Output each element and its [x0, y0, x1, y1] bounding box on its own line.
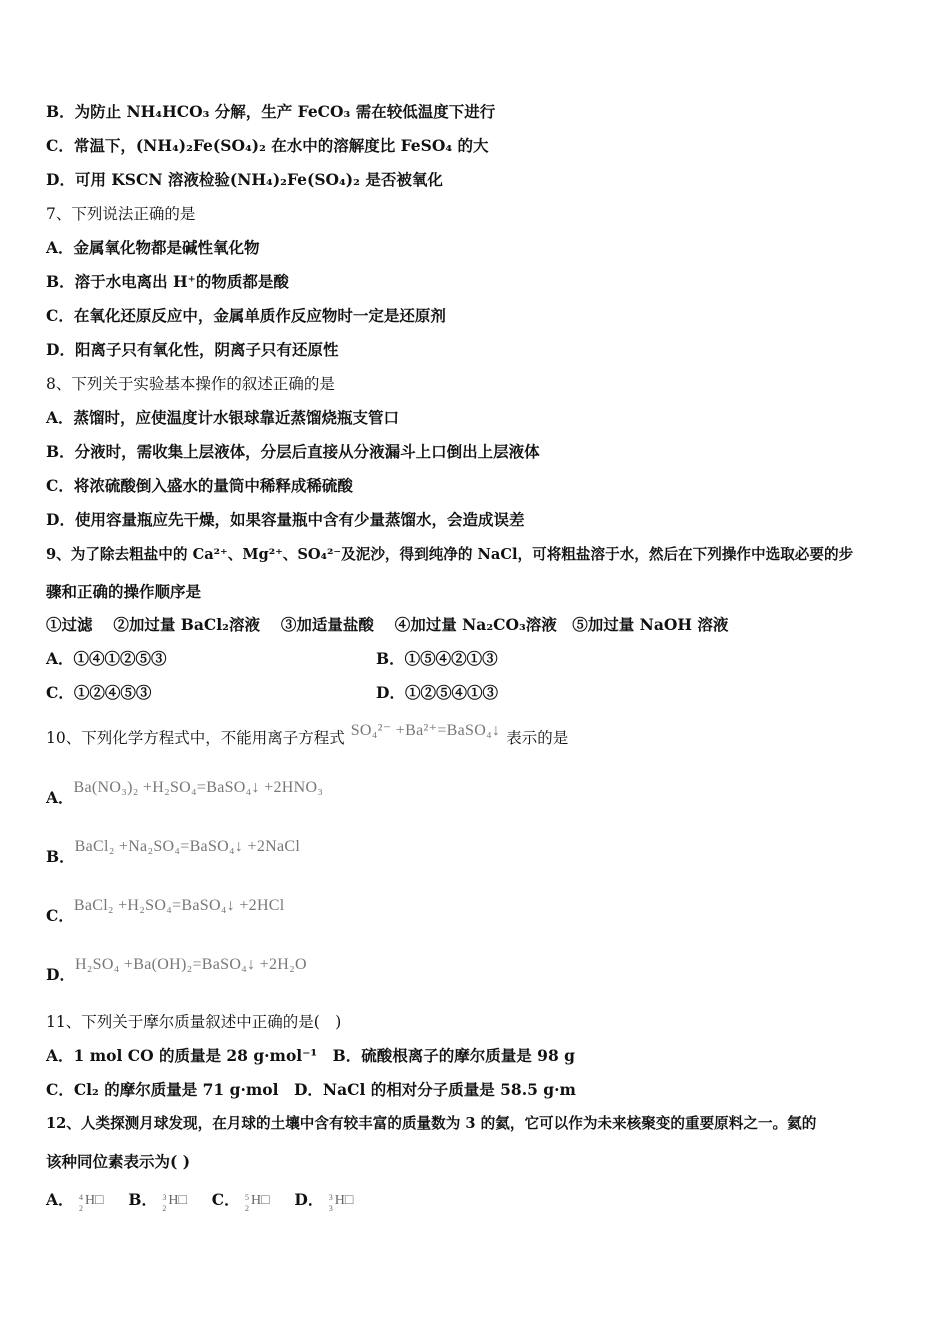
q10-ionic-equation: SO₄²⁻ +Ba²⁺=BaSO₄↓: [350, 722, 501, 739]
q7-option-d: D．阳离子只有氧化性，阴离子只有还原性: [46, 340, 339, 359]
q6-option-b: B．为防止 NH₄HCO₃ 分解，生产 FeCO₃ 需在较低温度下进行: [46, 102, 496, 121]
isotope-mass: 5: [245, 1193, 250, 1202]
q10-option-d: [46, 956, 307, 986]
q12-label-d: D．: [294, 1190, 324, 1209]
q12-label-b: B．: [128, 1190, 157, 1209]
q10-equation-d: H₂SO₄ +Ba(OH)₂=BaSO₄↓ +2H₂O: [74, 956, 307, 973]
q7-option-c: C．在氧化还原反应中，金属单质作反应物时一定是还原剂: [46, 306, 446, 325]
q7-option-b: B．溶于水电离出 H⁺的物质都是酸: [46, 272, 289, 291]
q12-options: [46, 1190, 363, 1212]
isotope-mass: 3: [162, 1193, 167, 1202]
q10-label-d: D．: [46, 965, 75, 984]
isotope-symbol: H□: [334, 1193, 354, 1208]
isotope-number: 2: [245, 1204, 250, 1213]
q7-stem: 7、下列说法正确的是: [46, 205, 196, 223]
q6-option-d: D．可用 KSCN 溶液检验(NH₄)₂Fe(SO₄)₂ 是否被氧化: [46, 170, 443, 189]
q10-equation-c: BaCl₂ +H₂SO₄=BaSO₄↓ +2HCl: [73, 897, 285, 914]
q10-label-c: C．: [46, 906, 74, 925]
q11-options-ab: A．1 mol CO 的质量是 28 g·mol⁻¹ B．硫酸根离子的摩尔质量是 98 g: [46, 1046, 575, 1065]
q7-option-a: A．金属氧化物都是碱性氧化物: [46, 238, 260, 257]
q10-stem-post: 表示的是: [506, 729, 569, 747]
q10-option-c: [46, 897, 285, 927]
q9-option-b: B．①⑤④②①③: [376, 649, 498, 668]
q9-stem-line1: 9、为了除去粗盐中的 Ca²⁺、Mg²⁺、SO₄²⁻及泥沙，得到纯净的 NaCl，可将粗盐溶于水，然后在下列操作中选取必要的步: [46, 546, 854, 563]
isotope-number: 2: [78, 1204, 83, 1213]
q8-option-d: D．使用容量瓶应先干燥，如果容量瓶中含有少量蒸馏水，会造成误差: [46, 510, 525, 529]
q8-option-b: B．分液时，需收集上层液体，分层后直接从分液漏斗上口倒出上层液体: [46, 442, 540, 461]
q12-stem-line2: 该种同位素表示为( ): [46, 1152, 191, 1171]
q9-stem-line2: 骤和正确的操作顺序是: [46, 582, 202, 601]
q10-option-b: [46, 838, 301, 868]
q8-option-c: C．将浓硫酸倒入盛水的量筒中稀释成稀硫酸: [46, 476, 353, 495]
q10-option-a: [46, 779, 324, 809]
q12-isotope-a: [79, 1190, 113, 1212]
q10-label-a: A．: [46, 788, 74, 807]
q11-options-cd: C．Cl₂ 的摩尔质量是 71 g·mol D．NaCl 的相对分子质量是 58.5 g·m: [46, 1080, 576, 1099]
isotope-symbol: H□: [84, 1193, 104, 1208]
q12-isotope-c: [245, 1190, 279, 1212]
q6-option-c: C．常温下，(NH₄)₂Fe(SO₄)₂ 在水中的溶解度比 FeSO₄ 的大: [46, 136, 489, 155]
isotope-symbol: H□: [251, 1193, 270, 1208]
isotope-mass: 3: [328, 1193, 333, 1202]
isotope-number: 3: [328, 1204, 333, 1213]
q10-label-b: B．: [46, 847, 75, 866]
q9-operations: ①过滤 ②加过量 BaCl₂溶液 ③加适量盐酸 ④加过量 Na₂CO₃溶液 ⑤加过量 NaOH 溶液: [46, 615, 729, 634]
q12-isotope-d: [329, 1190, 363, 1212]
q10-stem: [46, 722, 569, 749]
q9-option-c: C．①②④⑤③: [46, 683, 152, 702]
q10-equation-a: Ba(NO₃)₂ +H₂SO₄=BaSO₄↓ +2HNO₃: [73, 779, 324, 796]
q9-option-a: A．①④①②⑤③: [46, 649, 167, 668]
q8-option-a: A．蒸馏时，应使温度计水银球靠近蒸馏烧瓶支管口: [46, 408, 400, 427]
isotope-number: 2: [162, 1204, 167, 1213]
q12-isotope-b: [162, 1190, 196, 1212]
q11-stem: 11、下列关于摩尔质量叙述中正确的是( ): [46, 1013, 342, 1031]
q12-label-a: A．: [46, 1190, 74, 1209]
isotope-symbol: H□: [168, 1193, 187, 1208]
q10-equation-b: BaCl₂ +Na₂SO₄=BaSO₄↓ +2NaCl: [74, 838, 301, 855]
q8-stem: 8、下列关于实验基本操作的叙述正确的是: [46, 375, 335, 393]
isotope-mass: 4: [78, 1193, 83, 1202]
q10-stem-pre: 10、下列化学方程式中，不能用离子方程式: [46, 729, 345, 747]
q12-stem-line1: 12、人类探测月球发现，在月球的土壤中含有较丰富的质量数为 3 的氦，它可以作为未来核聚变的重要原料之一。氦的: [46, 1115, 817, 1132]
q9-option-d: D．①②⑤④①③: [376, 683, 498, 702]
q12-label-c: C．: [211, 1190, 240, 1209]
